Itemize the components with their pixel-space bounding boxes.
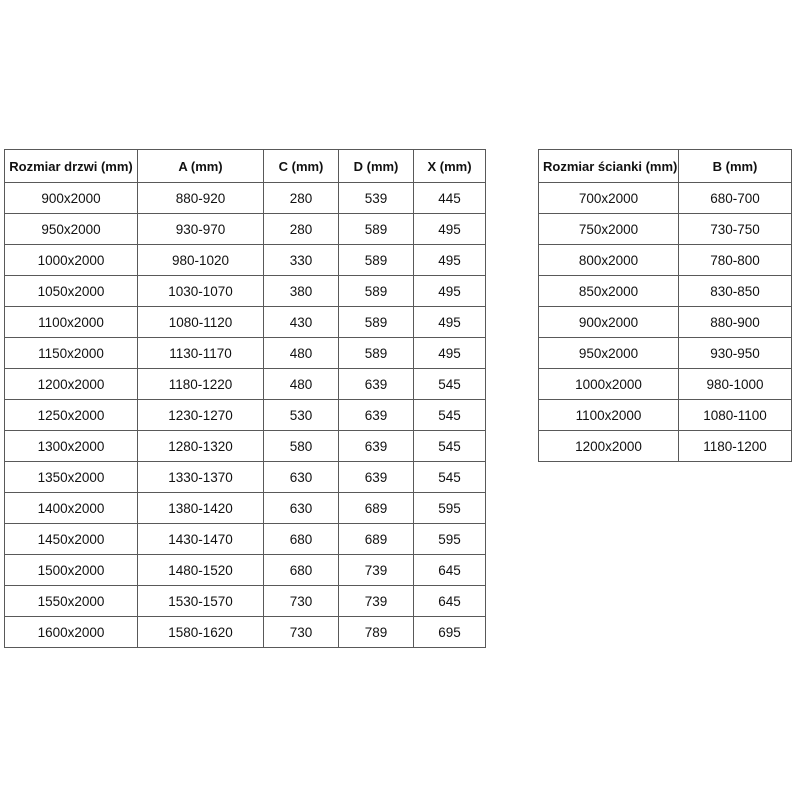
table-row [5,276,486,307]
table-cell: 1350x2000 [5,462,138,493]
table-row [5,462,486,493]
table-cell: 850x2000 [539,276,679,307]
table-cell: 930-950 [679,338,792,369]
table-cell: 980-1020 [138,245,264,276]
table-row [539,431,792,462]
table-cell: 1380-1420 [138,493,264,524]
table-row [539,338,792,369]
table-cell: 950x2000 [539,338,679,369]
table-cell: 280 [264,214,339,245]
table-cell: 1480-1520 [138,555,264,586]
table-cell: 1180-1200 [679,431,792,462]
table-cell: 639 [339,400,414,431]
table-cell: 750x2000 [539,214,679,245]
table-cell: 589 [339,307,414,338]
table-row [5,338,486,369]
table-cell: 480 [264,369,339,400]
table-cell: 539 [339,183,414,214]
table-cell: 1000x2000 [539,369,679,400]
table-row [5,555,486,586]
table-cell: 780-800 [679,245,792,276]
table-row [5,214,486,245]
table-cell: 695 [414,617,486,648]
column-header: A (mm) [138,150,264,183]
table-row [5,183,486,214]
table-row [539,400,792,431]
table-cell: 1600x2000 [5,617,138,648]
table-cell: 639 [339,369,414,400]
table-cell: 1030-1070 [138,276,264,307]
table-row [5,617,486,648]
table-cell: 495 [414,276,486,307]
table-row [539,214,792,245]
table-cell: 1080-1100 [679,400,792,431]
table-cell: 495 [414,245,486,276]
table-cell: 495 [414,307,486,338]
table-cell: 589 [339,276,414,307]
table-row [5,431,486,462]
table-cell: 800x2000 [539,245,679,276]
table-row [5,400,486,431]
table-cell: 739 [339,555,414,586]
table-cell: 645 [414,555,486,586]
table-cell: 680 [264,555,339,586]
table-cell: 1280-1320 [138,431,264,462]
table-cell: 1530-1570 [138,586,264,617]
table-cell: 589 [339,245,414,276]
table-cell: 545 [414,431,486,462]
table-cell: 1100x2000 [5,307,138,338]
table-cell: 680 [264,524,339,555]
table-cell: 580 [264,431,339,462]
table-row [5,586,486,617]
table-cell: 595 [414,493,486,524]
table-cell: 900x2000 [539,307,679,338]
table-cell: 1550x2000 [5,586,138,617]
table-cell: 589 [339,338,414,369]
header-row [5,150,486,183]
table-cell: 830-850 [679,276,792,307]
table-cell: 1250x2000 [5,400,138,431]
door-table-body [5,183,486,648]
table-cell: 1130-1170 [138,338,264,369]
table-cell: 1500x2000 [5,555,138,586]
table-cell: 1200x2000 [5,369,138,400]
table-cell: 1180-1220 [138,369,264,400]
table-row [539,183,792,214]
table-cell: 480 [264,338,339,369]
table-cell: 900x2000 [5,183,138,214]
table-row [539,307,792,338]
table-cell: 495 [414,338,486,369]
table-row [5,524,486,555]
table-row [5,245,486,276]
column-header: C (mm) [264,150,339,183]
table-cell: 630 [264,493,339,524]
table-cell: 1330-1370 [138,462,264,493]
table-cell: 730 [264,617,339,648]
table-cell: 630 [264,462,339,493]
table-cell: 1100x2000 [539,400,679,431]
table-cell: 789 [339,617,414,648]
table-cell: 689 [339,493,414,524]
table-cell: 730-750 [679,214,792,245]
door-table-header [5,150,486,183]
table-cell: 645 [414,586,486,617]
table-cell: 880-900 [679,307,792,338]
table-cell: 430 [264,307,339,338]
table-cell: 330 [264,245,339,276]
table-cell: 1050x2000 [5,276,138,307]
table-cell: 595 [414,524,486,555]
table-cell: 1300x2000 [5,431,138,462]
table-cell: 380 [264,276,339,307]
table-cell: 545 [414,462,486,493]
table-cell: 639 [339,431,414,462]
table-cell: 689 [339,524,414,555]
table-cell: 930-970 [138,214,264,245]
table-cell: 1000x2000 [5,245,138,276]
table-cell: 1200x2000 [539,431,679,462]
table-cell: 589 [339,214,414,245]
table-cell: 680-700 [679,183,792,214]
wall-table-body [539,183,792,462]
door-size-table [4,149,486,648]
table-cell: 1230-1270 [138,400,264,431]
table-row [5,369,486,400]
table-cell: 639 [339,462,414,493]
table-cell: 950x2000 [5,214,138,245]
table-row [539,276,792,307]
table-cell: 545 [414,369,486,400]
table-cell: 280 [264,183,339,214]
table-cell: 1150x2000 [5,338,138,369]
column-header: D (mm) [339,150,414,183]
wall-size-table [538,149,792,462]
table-cell: 980-1000 [679,369,792,400]
table-row [539,245,792,276]
table-cell: 545 [414,400,486,431]
table-cell: 1450x2000 [5,524,138,555]
header-row [539,150,792,183]
table-cell: 1580-1620 [138,617,264,648]
column-header: Rozmiar ścianki (mm) [539,150,679,183]
column-header: X (mm) [414,150,486,183]
table-row [539,369,792,400]
wall-table-header [539,150,792,183]
table-cell: 700x2000 [539,183,679,214]
table-cell: 1400x2000 [5,493,138,524]
table-cell: 495 [414,214,486,245]
table-cell: 1080-1120 [138,307,264,338]
table-cell: 1430-1470 [138,524,264,555]
column-header: Rozmiar drzwi (mm) [5,150,138,183]
table-cell: 530 [264,400,339,431]
table-cell: 445 [414,183,486,214]
table-cell: 880-920 [138,183,264,214]
table-row [5,493,486,524]
table-cell: 739 [339,586,414,617]
table-row [5,307,486,338]
table-cell: 730 [264,586,339,617]
column-header: B (mm) [679,150,792,183]
